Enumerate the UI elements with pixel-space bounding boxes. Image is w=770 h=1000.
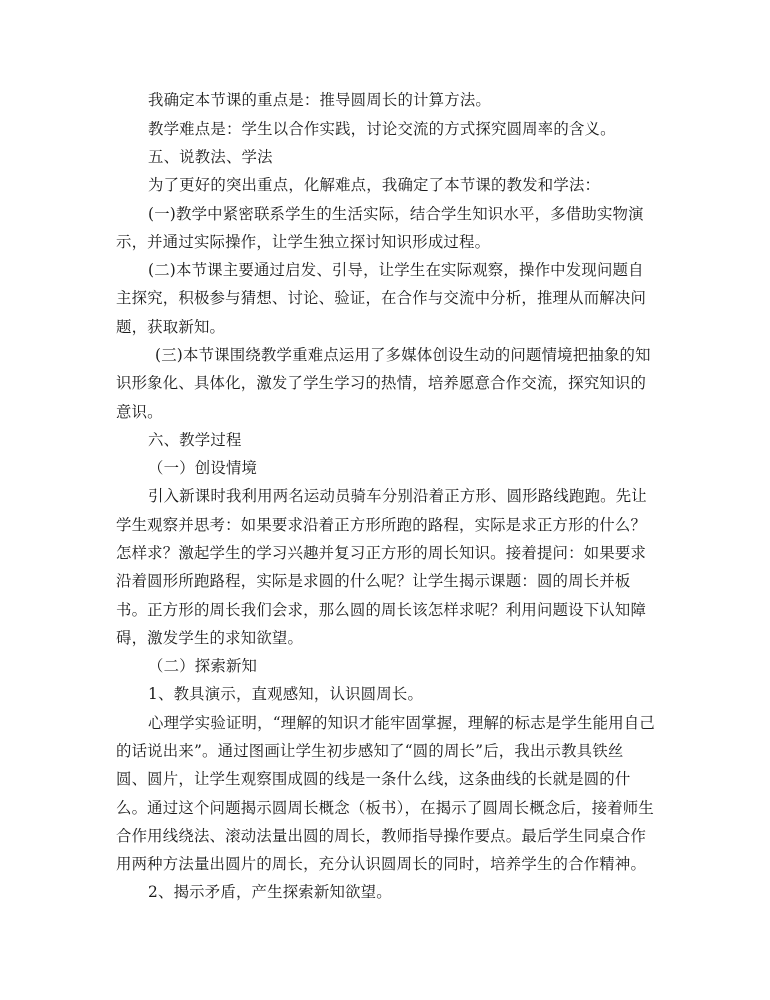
text-line: 书。正方形的周长我们会求，那么圆的周长该怎样求呢？利用问题设下认知障 — [116, 601, 647, 619]
text-line: (一)教学中紧密联系学生的生活实际，结合学生知识水平，多借助实物演 — [148, 205, 644, 223]
text-line: 用两种方法量出圆片的周长，充分认识圆周长的同时，培养学生的合作精神。 — [116, 855, 647, 873]
text-line: 主探究，积极参与猜想、讨论、验证，在合作与交流中分析，推理从而解决问 — [116, 289, 647, 307]
section-heading: 五、说教法、学法 — [148, 148, 273, 166]
text-line: (二)本节课主要通过启发、引导，让学生在实际观察，操作中发现问题自 — [148, 261, 644, 279]
text-line: 我确定本节课的重点是：推导圆周长的计算方法。 — [148, 91, 491, 109]
text-line: 沿着圆形所跑路程，实际是求圆的什么呢？让学生揭示课题：圆的周长并板 — [116, 572, 631, 590]
text-line: 1、教具演示，直观感知，认识圆周长。 — [148, 685, 424, 703]
section-heading: 六、教学过程 — [148, 431, 242, 449]
text-line: 怎样求？激起学生的学习兴趣并复习正方形的周长知识。接着提问：如果要求 — [116, 544, 647, 562]
text-line: 意识。 — [116, 403, 163, 421]
text-line: (三)本节课围绕教学重难点运用了多媒体创设生动的问题情境把抽象的知 — [155, 346, 651, 364]
text-line: 为了更好的突出重点，化解难点，我确定了本节课的教发和学法： — [148, 176, 601, 194]
text-line: 么。通过这个问题揭示圆周长概念（板书），在揭示了圆周长概念后，接着师生 — [116, 799, 654, 817]
text-line: 引入新课时我利用两名运动员骑车分别沿着正方形、圆形路线跑跑。先让 — [148, 487, 647, 505]
text-line: 圆、圆片，让学生观察围成圆的线是一条什么线，这条曲线的长就是圆的什 — [116, 770, 631, 788]
subsection-heading: （二）探索新知 — [148, 657, 258, 675]
text-line: 的话说出来”。通过图画让学生初步感知了“圆的周长”后，我出示教具铁丝 — [116, 742, 624, 760]
text-line: 合作用线绕法、滚动法量出圆的周长，教师指导操作要点。最后学生同桌合作 — [116, 827, 647, 845]
text-line: 教学难点是：学生以合作实践，讨论交流的方式探究圆周率的含义。 — [148, 120, 616, 138]
text-line: 学生观察并思考：如果要求沿着正方形所跑的路程，实际是求正方形的什么？ — [116, 516, 647, 534]
text-line: 题，获取新知。 — [116, 318, 226, 336]
text-line: 碍，激发学生的求知欲望。 — [116, 629, 304, 647]
text-line: 心理学实验证明，“理解的知识才能牢固掌握，理解的标志是学生能用自己 — [148, 714, 655, 732]
text-line: 2、揭示矛盾，产生探索新知欲望。 — [148, 883, 392, 901]
subsection-heading: （一）创设情境 — [148, 459, 258, 477]
text-line: 示，并通过实际操作，让学生独立探讨知识形成过程。 — [116, 233, 491, 251]
text-line: 识形象化、具体化，激发了学生学习的热情，培养愿意合作交流，探究知识的 — [116, 374, 647, 392]
